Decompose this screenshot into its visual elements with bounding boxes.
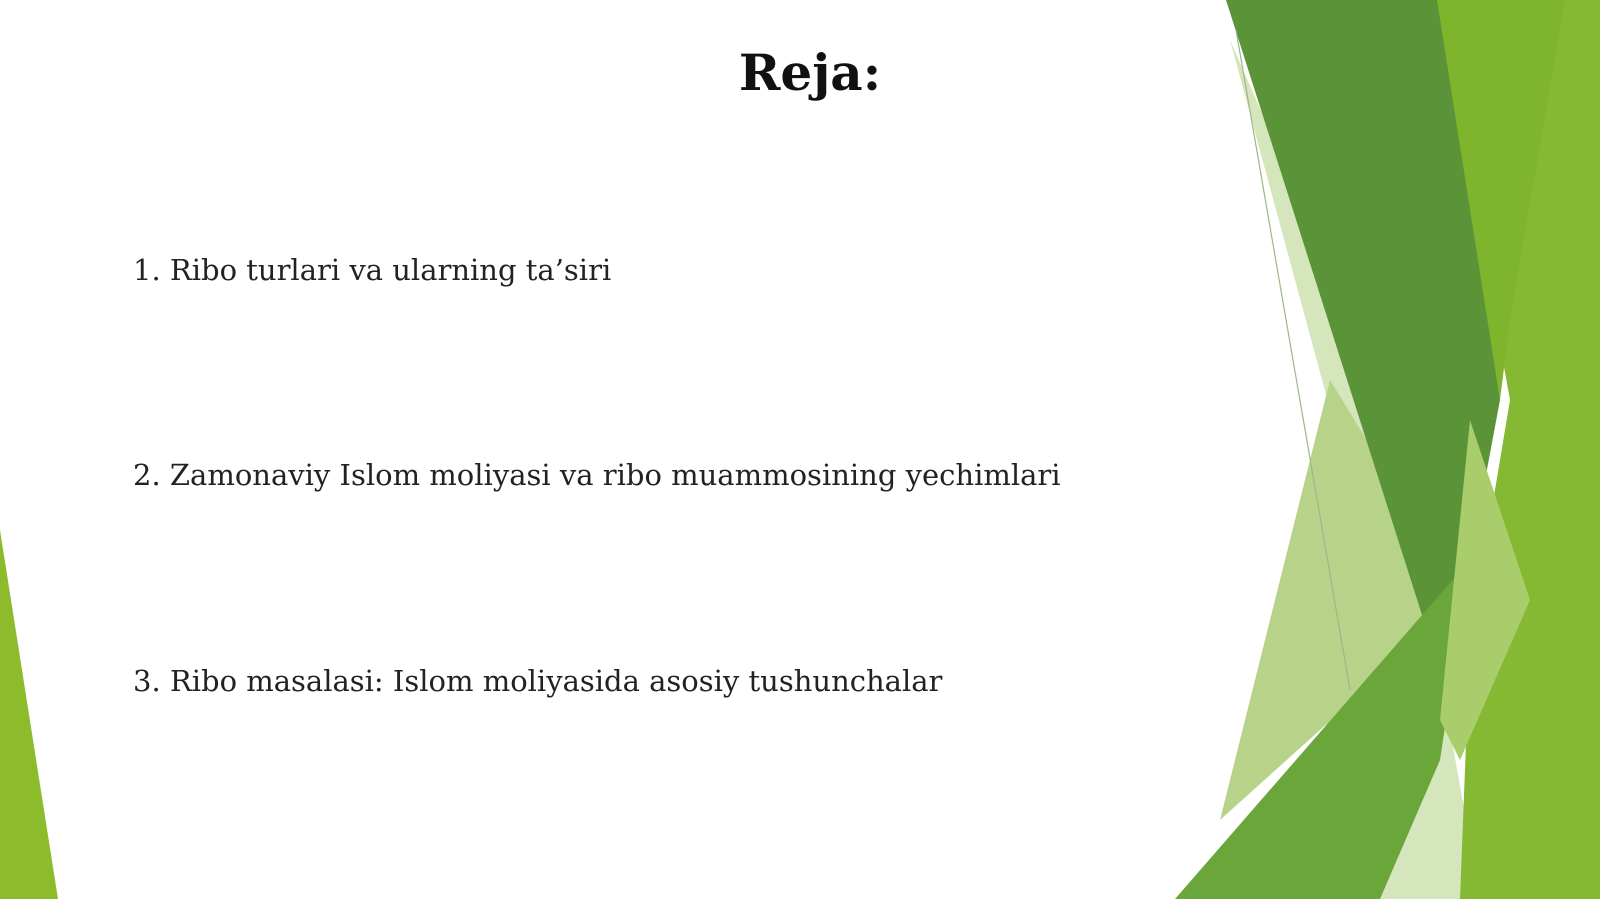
plan-item-number: 3. [133,664,161,698]
plan-item-2 [133,455,1061,495]
plan-item-text: Zamonaviy Islom moliyasi va ribo muammosining yechimlari [169,458,1061,492]
slide-title: Reja: [738,43,882,102]
plan-item-text: Ribo masalasi: Islom moliyasida asosiy tushunchalar [169,664,943,698]
plan-item-number: 1. [133,253,161,287]
plan-item-3 [133,661,942,701]
plan-item-number: 2. [133,458,161,492]
plan-item-1 [133,250,611,290]
plan-list [133,0,1233,899]
left-lime-shape [0,530,58,899]
plan-item-text: Ribo turlari va ularning ta’siri [169,253,612,287]
